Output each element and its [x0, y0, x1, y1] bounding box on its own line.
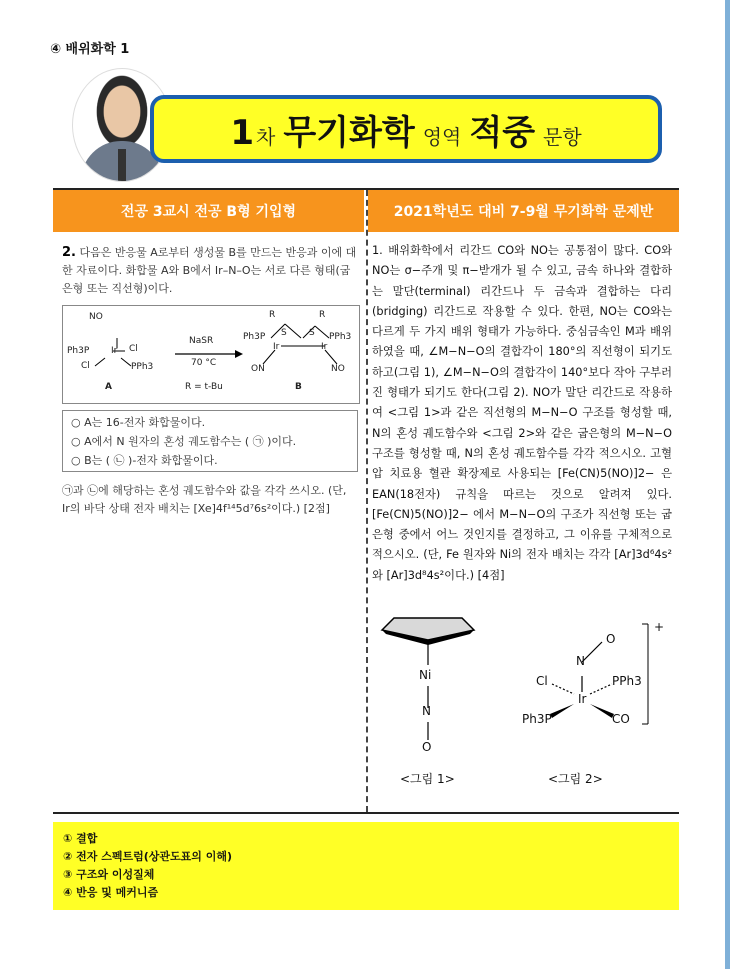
scheme-temp: 70 °C [191, 358, 217, 368]
scheme-condition: R = t-Bu [185, 382, 223, 392]
fig1-n: N [422, 704, 431, 718]
banner-subject: 무기화학 [283, 112, 415, 153]
scheme-a-pph3: PPh3 [131, 362, 154, 372]
scheme-a-no: NO [89, 312, 103, 322]
scheme-a-cl: Cl [129, 344, 138, 354]
scheme-b-no: NO [331, 364, 345, 374]
condition-3: ○ B는 ( ㉡ )-전자 화합물이다. [71, 454, 218, 467]
fig2-pph3: PPh3 [612, 674, 642, 688]
condition-2: ○ A에서 N 원자의 혼성 궤도함수는 ( ㉠ )이다. [71, 435, 297, 448]
banner-item: 문항 [543, 124, 582, 149]
fig2-co: CO [612, 712, 630, 726]
scheme-b-ph3p: Ph3P [243, 332, 266, 342]
conditions-box [62, 410, 358, 472]
reaction-scheme [62, 305, 360, 404]
fig2-ir: Ir [578, 692, 587, 706]
fig2-ph3p: Ph3P [522, 712, 552, 726]
banner-cha: 차 [255, 124, 276, 149]
column-divider [366, 190, 368, 812]
scheme-a-ir: Ir [111, 346, 118, 356]
banner-area: 영역 [422, 124, 462, 149]
right-question-text: 1. 배위화학에서 리간드 CO와 NO는 공통점이 많다. CO와 NO는 σ−주개 및 π−받개가 될 수 있고, 금속 하나와 결합하는 말단(terminal) 리간드나 두 금속과 결합하는 다리(bridging) 리간드로 작용할 수 있다. 한편, NO는 CO와는 다르게 두 가지 배위 형태가 가능하다. 중심금속인 M과 배위하였을 때, ∠M−N−O의 결합각이 180°의 직선형이 되기도 하고(그림 1), ∠M−N−O의 결합각이 140°보다 작아 구부러진 형태가 되기도 한다(그림 2). NO가 말단 리간드로 작용하여 <그림 1>과 같은 직선형의 M−N−O 구조를 형성할 때, N의 혼성 궤도함수와 <그림 2>와 같은 굽은형의 M−N−O 구조를 형성할 때, N의 혼성 궤도함수를 각각 적으시오. 고혈압 치료용 혈관 확장제로 사용되는 [Fe(CN)5(NO)]2− 은 EAN(18전자) 규칙을 따르는 것으로 알려져 있다. [Fe(CN)5(NO)]2− 에서 M−N−O의 구조가 직선형 또는 굽은형 중에서 어느 것인지를 결정하고, 그 이유를 구체적으로 적으시오. (단, Fe 원자와 Ni의 전자 배치는 각각 [Ar]3d⁶4s²와 [Ar]3d⁸4s²이다.) [4점] [372, 244, 672, 582]
scheme-a-cl2: Cl [81, 361, 90, 371]
fig2-charge: + [654, 620, 665, 634]
banner-hit: 적중 [469, 112, 536, 153]
scheme-b-ir2: Ir [321, 342, 328, 352]
right-column-heading: 2021학년도 대비 7-9월 무기화학 문제반 [368, 190, 679, 232]
fig1-o: O [422, 740, 432, 754]
fig2-n: N [576, 654, 585, 668]
fig1-ni: Ni [419, 668, 432, 682]
condition-1: ○ A는 16-전자 화합물이다. [71, 416, 206, 429]
fig1-caption: <그림 1> [400, 772, 455, 786]
left-column-heading: 전공 3교시 전공 B형 기입형 [53, 190, 364, 232]
scheme-label-a: A [105, 382, 112, 392]
topics-summary-box [53, 822, 679, 910]
topic-2: ② 전자 스펙트럼(상관도표의 이해) [63, 850, 232, 863]
topic-1: ① 결합 [63, 832, 98, 845]
title-banner [150, 95, 662, 163]
photo-tie [118, 149, 126, 181]
left-question-number: 2. [62, 245, 76, 260]
page-edge-stripe [725, 0, 730, 969]
section-header: ④ 배위화학 1 [50, 42, 130, 57]
scheme-b-r1: R [269, 310, 276, 320]
topic-3: ③ 구조와 이성질체 [63, 868, 155, 881]
left-question-text: 다음은 반응물 A로부터 생성물 B를 만드는 반응과 이에 대한 자료이다. 화합물 A와 B에서 Ir–N–O는 서로 다른 형태(굽은형 또는 직선형)이다. [62, 246, 357, 295]
left-question-prompt: ㉠과 ㉡에 해당하는 혼성 궤도함수와 값을 각각 쓰시오. (단, Ir의 바닥 상태 전자 배치는 [Xe]4f¹⁴5d⁷6s²이다.) [2점] [62, 484, 347, 515]
scheme-b-s1: S [281, 328, 287, 338]
scheme-b-on: ON [251, 364, 265, 374]
fig2-o: O [606, 632, 616, 646]
scheme-b-s2: S [309, 328, 315, 338]
topic-4: ④ 반응 및 메커니즘 [63, 886, 159, 899]
banner-number: 1 [230, 112, 254, 153]
fig2-cl: Cl [536, 674, 548, 688]
scheme-b-r2: R [319, 310, 326, 320]
scheme-reagent: NaSR [189, 336, 214, 346]
scheme-a-ph3p: Ph3P [67, 346, 90, 356]
fig2-caption: <그림 2> [548, 772, 603, 786]
scheme-b-pph3: PPh3 [329, 332, 352, 342]
scheme-b-ir1: Ir [273, 342, 280, 352]
bottom-rule [53, 812, 679, 814]
left-question-intro [62, 244, 357, 298]
scheme-label-b: B [295, 382, 302, 392]
